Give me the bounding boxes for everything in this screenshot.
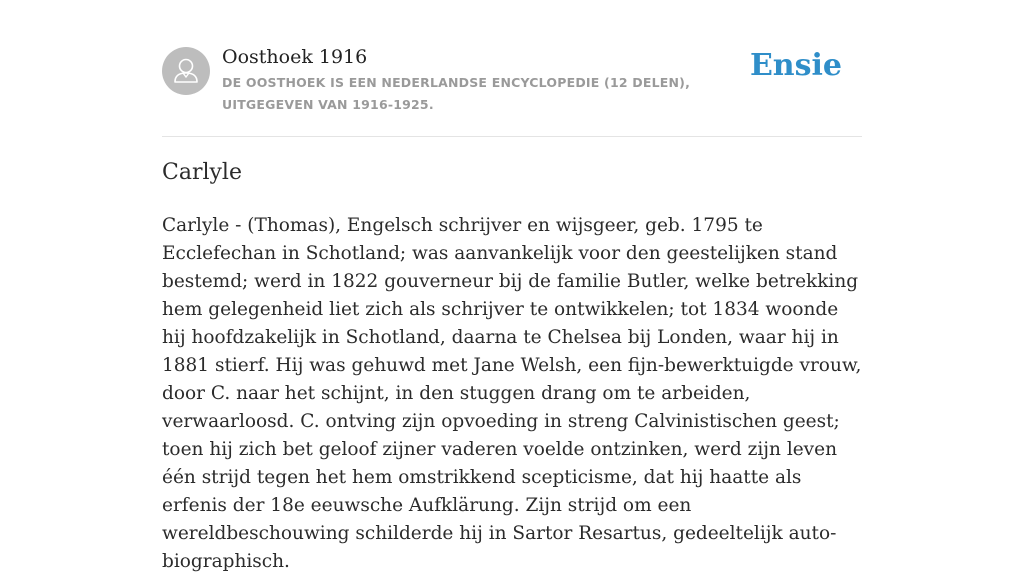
- source-header: [162, 44, 862, 137]
- article-body: Carlyle - (Thomas), Engelsch schrijver en wijsgeer, geb. 1795 te Ecclefechan in Schotland; was aanvankelijk voor den geestelijken stand bestemd; werd in 1822 gouverneur bij de familie Butler, welke betrekking hem gelegenheid liet zich als schrijver te ontwikkelen; tot 1834 woonde hij hoofdzakelijk in Schotland, daarna te Chelsea bij Londen, waar hij in 1881 stierf. Hij was gehuwd met Jane Welsh, een fijn-bewerktuigde vrouw, door C. naar het schijnt, in den stuggen drang om te arbeiden, verwaarloosd. C. ontving zijn opvoeding in streng Calvinistischen geest; toen hij zich bet geloof zijner vaderen voelde ontzinken, werd zijn leven één strijd tegen het hem omstrikkend scepticisme, dat hij haatte als erfenis der 18e eeuwsche Aufklärung. Zijn strijd om een wereldbeschouwing schilderde hij in Sartor Resartus, gedeeltelijk auto-biographisch.: [162, 215, 862, 572]
- user-avatar-icon[interactable]: [162, 47, 210, 95]
- article-title: Carlyle: [162, 160, 242, 185]
- source-description: DE OOSTHOEK IS EEN NEDERLANDSE ENCYCLOPEDIE (12 DELEN), UITGEGEVEN VAN 1916-1925.: [222, 75, 691, 112]
- brand-logo[interactable]: Ensie: [749, 48, 842, 83]
- person-outline-icon: [162, 47, 210, 95]
- source-title[interactable]: Oosthoek 1916: [222, 46, 368, 68]
